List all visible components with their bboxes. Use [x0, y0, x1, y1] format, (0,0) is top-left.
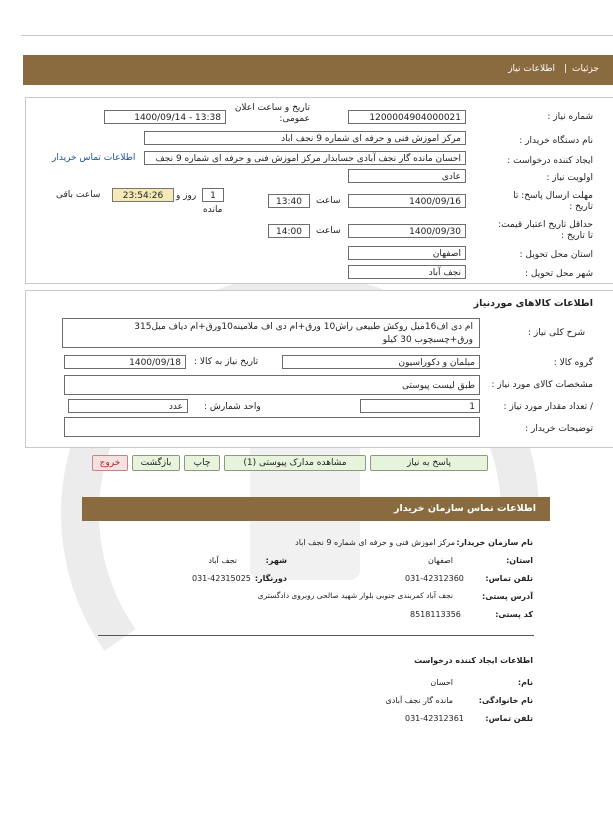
creator-phone-label: تلفن تماس: [485, 714, 533, 723]
creator-family-value: مانده گار نجف آبادی [385, 696, 453, 705]
qty-label: / تعداد مقدار مورد نیاز : [503, 402, 593, 412]
buyer-notes-label: توضیحات خریدار : [525, 424, 593, 434]
spec-field: طبق لیست پیوستی [64, 375, 480, 395]
unit-label: واحد شمارش : [204, 402, 261, 412]
unit-field: عدد [68, 399, 188, 413]
reply-button[interactable]: پاسخ به نیاز [370, 455, 488, 471]
remaining-label-1: ساعت باقی [56, 190, 101, 200]
creator-field: احسان مانده گار نجف آبادی حسابدار مرکز اموزش فنی و حرفه ای شماره 9 نجف [144, 151, 466, 165]
province-field: اصفهان [348, 246, 466, 260]
page-header [23, 55, 613, 85]
contact-phone-value: 031-42312360 [405, 574, 464, 583]
validity-label: حداقل تاریخ اعتبار قیمت: تا تاریخ : [498, 220, 593, 241]
contact-divider [98, 635, 534, 636]
announce-date-field: 1400/09/14 - 13:38 [104, 110, 226, 124]
contact-fax-label: دورنگار: [254, 574, 287, 583]
creator-info-title: اطلاعات ایجاد کننده درخواست [414, 656, 533, 665]
validity-date-field: 1400/09/30 [348, 224, 466, 238]
contact-province-value: اصفهان [427, 556, 453, 565]
buyer-contact-title: اطلاعات تماس سازمان خریدار [393, 503, 536, 514]
print-button[interactable]: چاپ [184, 455, 220, 471]
province-label: استان محل تحویل : [519, 250, 593, 260]
remaining-day-label: روز و [176, 191, 197, 201]
need-number-label: شماره نیاز : [547, 112, 593, 122]
creator-name-value: احسان [430, 678, 453, 687]
announce-label: تاریخ و ساعت اعلان عمومی: [234, 103, 310, 124]
contact-phone-label: تلفن تماس: [485, 574, 533, 583]
breadcrumb-need-info[interactable]: اطلاعات نیاز [508, 64, 555, 74]
contact-fax-value: 031-42315025 [192, 574, 251, 583]
validity-time-label: ساعت [316, 226, 341, 236]
top-divider [21, 35, 613, 36]
buyer-contact-link[interactable]: اطلاعات تماس خریدار [52, 153, 136, 163]
creator-label: ایجاد کننده درخواست : [507, 156, 593, 166]
need-date-field: 1400/09/18 [64, 355, 186, 369]
priority-field: عادی [348, 169, 466, 183]
contact-address-value: نجف آباد کمربندی جنوبی بلوار شهید صالحی روبروی دادگستری [257, 591, 453, 600]
summary-box [62, 318, 480, 348]
remaining-timer: 23:54:26 [112, 188, 174, 202]
summary-label: شرح کلی نیاز : [527, 328, 585, 338]
contact-city-value: نجف آباد [208, 556, 237, 565]
back-button[interactable]: بازگشت [132, 455, 180, 471]
remaining-days-field: 1 [202, 188, 224, 202]
contact-postal-value: 8518113356 [410, 610, 461, 619]
contact-province-label: استان: [506, 556, 533, 565]
buyer-notes-field [64, 417, 480, 437]
deadline-label: مهلت ارسال پاسخ: تا تاریخ : [513, 191, 593, 212]
priority-label: اولویت نیاز : [546, 173, 593, 183]
spec-label: مشخصات کالای مورد نیاز : [491, 380, 593, 390]
creator-phone-value: 031-42312361 [405, 714, 464, 723]
contact-postal-label: کد پستی: [495, 610, 533, 619]
creator-family-label: نام خانوادگی: [478, 696, 533, 705]
creator-name-label: نام: [517, 678, 533, 687]
deadline-time-field: 13:40 [268, 194, 310, 208]
qty-field: 1 [360, 399, 480, 413]
attachments-button[interactable]: مشاهده مدارک پیوستی (1) [224, 455, 366, 471]
city-field: نجف آباد [348, 265, 466, 279]
validity-time-field: 14:00 [268, 224, 310, 238]
buyer-contact-header [82, 497, 550, 521]
buyer-org-field: مرکز اموزش فنی و حرفه ای شماره 9 نجف اباد [144, 131, 466, 145]
group-field: مبلمان و دکوراسیون [282, 355, 480, 369]
exit-button[interactable]: خروج [92, 455, 128, 471]
buyer-org-name-label: نام سازمان خریدار: [456, 538, 533, 547]
breadcrumb-details[interactable]: جزئیات [572, 64, 599, 74]
contact-city-label: شهر: [265, 556, 287, 565]
deadline-date-field: 1400/09/16 [348, 194, 466, 208]
group-label: گروه کالا : [553, 358, 593, 368]
summary-line-2: ورق+چسبچوب 30 کیلو [382, 335, 473, 345]
city-label: شهر محل تحویل : [524, 269, 593, 279]
buyer-org-label: نام دستگاه خریدار : [519, 136, 593, 146]
deadline-time-label: ساعت [316, 196, 341, 206]
breadcrumb-separator: | [563, 64, 567, 74]
remaining-label-2: مانده [203, 205, 223, 215]
need-number-field: 1200004904000021 [348, 110, 466, 124]
goods-section-title: اطلاعات کالاهای موردنیاز [473, 298, 593, 309]
need-date-label: تاریخ نیاز به کالا : [194, 357, 259, 367]
contact-address-label: آدرس پستی: [482, 592, 533, 601]
buyer-org-name-value: مرکز اموزش فنی و حرفه ای شماره 9 نجف اباد [295, 538, 455, 547]
summary-line-1: ام دی اف16میل روکش طبیعی راش10 ورق+ام دی اف ملامینه10ورق+ام دیاف میل315 [134, 322, 473, 332]
